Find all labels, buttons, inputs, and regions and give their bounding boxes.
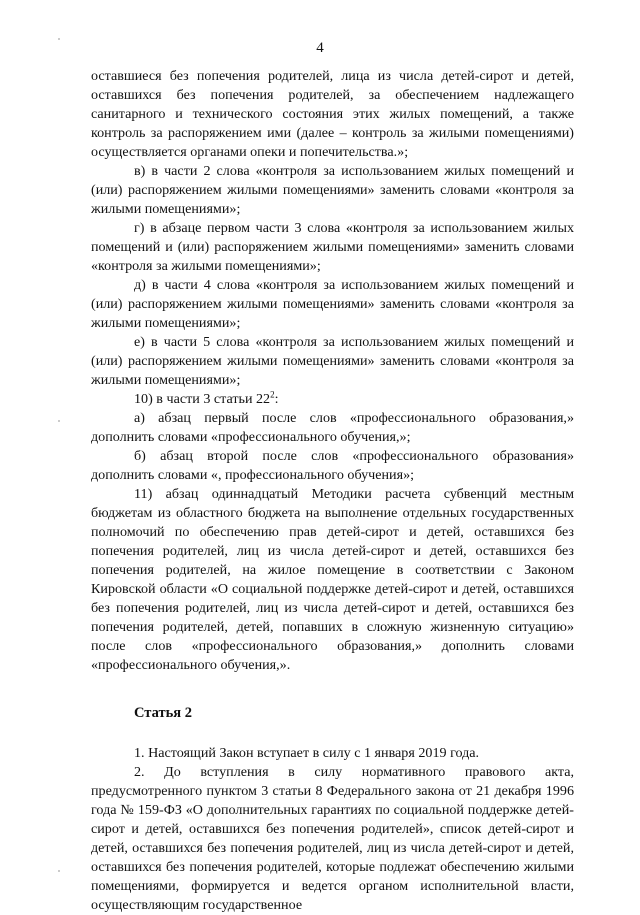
paragraph-item-b: б) абзац второй после слов «профессионального образования» дополнить словами «, профессионального обучения»;: [91, 448, 574, 483]
scan-speck: [58, 870, 60, 872]
paragraph-item-10: [91, 390, 574, 409]
paragraph-item-v: в) в части 2 слова «контроля за использованием жилых помещений и (или) распоряжением жилыми помещениями» заменить словами «контроля за жилыми помещениями»;: [91, 163, 574, 217]
paragraph-item-g: г) в абзаце первом части 3 слова «контроля за использованием жилых помещений и (или) распоряжением жилыми помещениями» заменить словами «контроля за жилыми помещениями»;: [91, 220, 574, 274]
article-paragraph-2: 2. До вступления в силу нормативного правового акта, предусмотренного пунктом 3 статьи 8 Федерального закона от 21 декабря 1996 года № 159-ФЗ «О дополнительных гарантиях по социальной поддержке детей-сирот и детей, оставшихся без попечения родителей», список детей-сирот и детей, оставшихся без попечения родителей, лиц из числа детей-сирот и детей, оставшихся без попечения родителей, которые подлежат обеспечению жилыми помещениями, формируется и ведется органом исполнительной власти, осуществляющим государственное: [91, 764, 574, 913]
paragraph-item-10-text: 10) в части 3 статьи 22: [134, 391, 271, 407]
paragraph-item-d: д) в части 4 слова «контроля за использованием жилых помещений и (или) распоряжением жилыми помещениями» заменить словами «контроля за жилыми помещениями»;: [91, 277, 574, 331]
paragraph-item-10-colon: :: [274, 391, 279, 407]
scan-speck: [58, 38, 60, 40]
article-heading: Статья 2: [134, 705, 192, 721]
paragraph-item-11: 11) абзац одиннадцатый Методики расчета субвенций местным бюджетам из областного бюджета на выполнение отдельных государственных полномочий по обеспечению прав детей-сирот и детей, оставшихся без попечения родителей, лиц из числа детей-сирот и детей, оставшихся без попечения родителей, на жилое помещение в соответствии с Законом Кировской области «О социальной поддержке детей-сирот и детей, оставшихся без попечения родителей, лиц из числа детей-сирот и детей, оставшихся без попечения родителей, детей, попавших в сложную жизненную ситуацию» после слов «профессионального образования,» дополнить словами «профессионального обучения,».: [91, 486, 574, 673]
scan-speck: [58, 420, 60, 422]
article-paragraph-1: 1. Настоящий Закон вступает в силу с 1 января 2019 года.: [134, 745, 480, 761]
superscript: 2: [270, 389, 275, 400]
paragraph-item-a: а) абзац первый после слов «профессионального образования,» дополнить словами «профессионального обучения,»;: [91, 410, 574, 445]
paragraph-item-e: е) в части 5 слова «контроля за использованием жилых помещений и (или) распоряжением жилыми помещениями» заменить словами «контроля за жилыми помещениями»;: [91, 334, 574, 388]
paragraph-continuation: оставшиеся без попечения родителей, лица из числа детей-сирот и детей, оставшихся без попечения родителей, за обеспечением надлежащего санитарного и технического состояния этих жилых помещений, а также контроль за распоряжением ими (далее – контроль за жилыми помещениями) осуществляется органами опеки и попечительства.»;: [91, 68, 574, 160]
document-body: [91, 67, 574, 915]
page-number: 4: [316, 40, 324, 56]
